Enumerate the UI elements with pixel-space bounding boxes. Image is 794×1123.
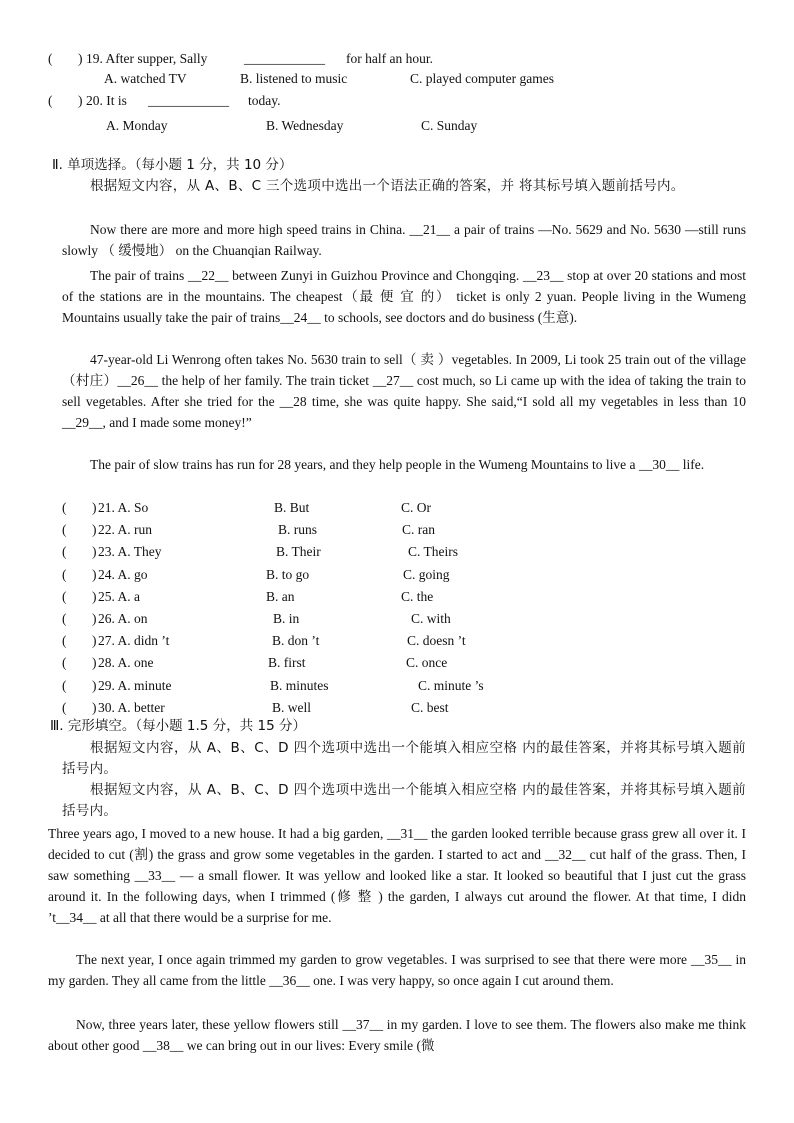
question-stem: 23. A. They: [98, 544, 162, 560]
answer-bracket-close: ): [92, 611, 97, 626]
option-b: B. Their: [276, 544, 321, 560]
option-b: B. listened to music: [240, 71, 348, 86]
passage-paragraph: The pair of trains __22__ between Zunyi in Guizhou Province and Chongqing. __23__ stop at over 20 stations and most of the stations are in the mountains. The cheapest（最 便 宜 的） ticket is only 2 yuan. People living in the Wumeng Mountains usually take the pair of trains__24__ to schools, see doctors and do business (生意).: [62, 268, 746, 325]
answer-bracket-open: (: [62, 633, 67, 649]
answer-bracket-open: (: [62, 522, 67, 538]
option-c: C. played computer games: [410, 71, 554, 86]
section-3-instruction: 根据短文内容，从 A、B、C、D 四个选项中选出一个能填入相应空格 内的最佳答案，并将其标号填入题前括号内。: [62, 740, 746, 777]
question-stem: 24. A. go: [98, 566, 148, 582]
section-2-title: Ⅱ. 单项选择。（每小题 1 分，共 10 分）: [52, 157, 293, 173]
answer-bracket-close: ): [78, 93, 83, 108]
option-a: A. watched TV: [104, 71, 187, 86]
answer-bracket-open: (: [62, 500, 67, 515]
answer-blank: ____________: [244, 51, 325, 66]
option-c: C. best: [411, 699, 449, 715]
answer-bracket-open: (: [62, 588, 67, 604]
answer-bracket-close: ): [92, 522, 97, 538]
option-c: C. Theirs: [408, 544, 458, 560]
question-stem: 22. A. run: [98, 522, 152, 538]
passage-paragraph: 47-year-old Li Wenrong often takes No. 5630 train to sell（ 卖 ）vegetables. In 2009, Li took 25 train out of the village（村庄）__26__ the help of her family. The train ticket __27__ cost much, so Li came up with the idea of taking the train to sell vegetables. After she tried for the __28 time, she was quite happy. She said,“I sold all my vegetables in less than 10 __29__, and I made some money!”: [62, 352, 746, 430]
question-tail: today.: [248, 93, 281, 108]
passage-paragraph: The next year, I once again trimmed my garden to grow vegetables. I was surprised to see that there were more __35__ in my garden. They all came from the little __36__ one. I was very happy, so once again I cut around them.: [48, 952, 746, 988]
option-c: C. minute ’s: [418, 677, 484, 693]
answer-bracket-close: ): [92, 699, 97, 715]
option-c: C. with: [411, 611, 451, 626]
answer-bracket-close: ): [92, 566, 97, 582]
question-stem: 21. A. So: [98, 500, 149, 515]
option-b: B. But: [274, 500, 310, 515]
passage-paragraph: Now there are more and more high speed trains in China. __21__ a pair of trains —No. 5629 and No. 5630 —still runs slowly （ 缓慢地） on the Chuanqian Railway.: [62, 222, 746, 258]
option-c: C. doesn ’t: [407, 633, 466, 649]
section-3-instruction: 根据短文内容，从 A、B、C、D 四个选项中选出一个能填入相应空格 内的最佳答案，并将其标号填入题前括号内。: [62, 782, 746, 819]
passage-paragraph: Now, three years later, these yellow flowers still __37__ in my garden. I love to see them. The flowers also make me think about other good __38__ we can bring out in our lives: Every smile (微: [48, 1017, 746, 1053]
passage-paragraph: Three years ago, I moved to a new house. It had a big garden, __31__ the garden looked terrible because grass grew all over it. I decided to cut (割) the grass and grow some vegetables in the garden. I started to act and __32__ cut half of the grass. Then, I saw something __33__ — a small flower. It was yellow and looked like a star. It looked so beautiful that I just cut the grass around it. In the following days, when I trimmed (修 整 ) the garden, I always cut around the flower. At that time, I didn ’t__34__ at all that there would be a surprise for me.: [48, 826, 746, 925]
option-c: C. going: [403, 566, 450, 582]
option-c: C. Sunday: [421, 118, 478, 133]
answer-bracket-open: (: [62, 611, 67, 626]
question-stem: 28. A. one: [98, 655, 154, 671]
option-b: B. to go: [266, 566, 310, 582]
answer-bracket-open: (: [62, 699, 67, 715]
question-stem: 20. It is: [86, 93, 127, 108]
option-b: B. in: [273, 611, 300, 626]
answer-bracket-close: ): [92, 544, 97, 560]
question-stem: 29. A. minute: [98, 677, 172, 693]
answer-bracket-open: (: [62, 544, 67, 560]
answer-bracket-open: (: [48, 93, 53, 108]
answer-bracket-open: (: [62, 677, 67, 693]
option-b: B. first: [268, 655, 306, 671]
question-tail: for half an hour.: [346, 51, 433, 66]
passage-paragraph: The pair of slow trains has run for 28 years, and they help people in the Wumeng Mountains to live a __30__ life.: [90, 457, 705, 472]
answer-blank: ____________: [148, 93, 229, 108]
answer-bracket-close: ): [92, 500, 97, 515]
option-b: B. an: [266, 588, 295, 604]
question-stem: 25. A. a: [98, 588, 140, 604]
question-stem: 30. A. better: [98, 699, 165, 715]
answer-bracket-close: ): [92, 588, 97, 604]
answer-bracket-open: (: [62, 566, 67, 582]
option-b: B. don ’t: [272, 633, 320, 649]
question-stem: 27. A. didn ’t: [98, 633, 170, 649]
answer-bracket-close: ): [92, 633, 97, 649]
option-c: C. ran: [402, 522, 435, 538]
option-b: B. minutes: [270, 677, 329, 693]
answer-bracket-open: (: [62, 655, 67, 671]
answer-bracket-close: ): [92, 655, 97, 671]
option-c: C. Or: [401, 500, 431, 515]
answer-bracket-close: ): [92, 677, 97, 693]
option-a: A. Monday: [106, 118, 168, 133]
section-2-instruction: 根据短文内容，从 A、B、C 三个选项中选出一个语法正确的答案，并 将其标号填入题前括号内。: [90, 178, 685, 194]
option-c: C. the: [401, 588, 434, 604]
option-b: B. well: [272, 699, 311, 715]
question-stem: 26. A. on: [98, 611, 148, 626]
section-3-title: Ⅲ. 完形填空。（每小题 1.5 分，共 15 分）: [50, 718, 306, 734]
option-b: B. runs: [278, 522, 318, 538]
answer-bracket-open: (: [48, 51, 53, 66]
question-stem: 19. After supper, Sally: [86, 51, 208, 66]
option-c: C. once: [406, 655, 448, 671]
option-b: B. Wednesday: [266, 118, 344, 133]
answer-bracket-close: ): [78, 51, 83, 66]
